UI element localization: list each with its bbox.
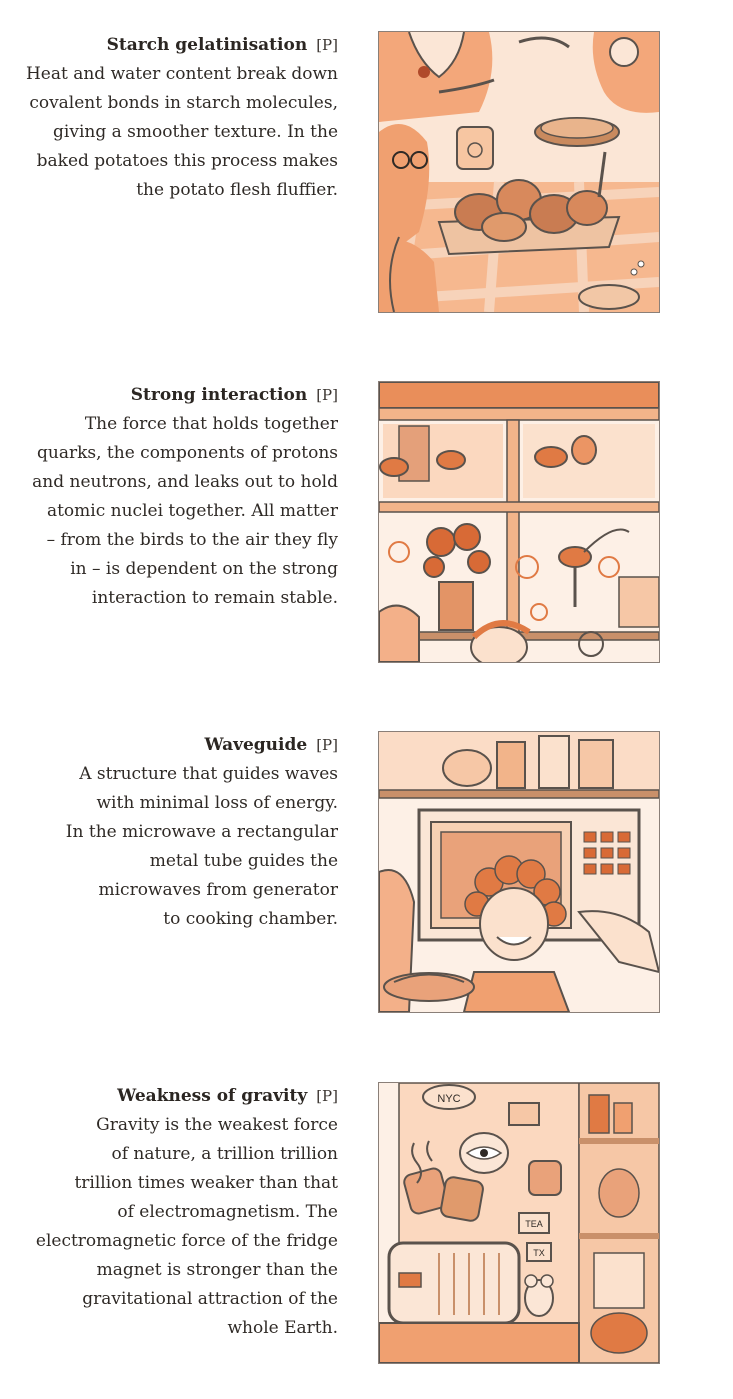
window-birds-drawing (379, 382, 659, 662)
entry-body-line: of nature, a trillion trillion (111, 1144, 338, 1164)
entry-body-line: – from the birds to the air they fly (46, 530, 338, 550)
entry-body (18, 1111, 338, 1343)
entry-heading (18, 733, 338, 757)
illustration-kitchen-table-potatoes (378, 31, 660, 313)
entry-text (18, 33, 338, 205)
entry-body-line: whole Earth. (227, 1318, 338, 1338)
glossary-entry-starch-gelatinisation (0, 33, 733, 333)
entry-body-line: quarks, the components of protons (37, 443, 338, 463)
entry-text (18, 733, 338, 934)
entry-body-line: trillion times weaker than that (74, 1173, 338, 1193)
magnet-nyc-label: NYC (437, 1093, 461, 1105)
entry-body-line: the potato flesh fluffier. (136, 180, 338, 200)
entry-body-line: Heat and water content break down (25, 64, 338, 84)
entry-body-line: magnet is stronger than the (96, 1260, 338, 1280)
entry-heading (18, 1084, 338, 1108)
entry-body-line: A structure that guides waves (79, 764, 338, 784)
entry-body-line: covalent bonds in starch molecules, (29, 93, 338, 113)
glossary-entry-waveguide (0, 733, 733, 1033)
entry-tag: [P] (316, 386, 338, 404)
entry-body-line: The force that holds together (84, 414, 338, 434)
entry-body-line: to cooking chamber. (163, 909, 338, 929)
entry-body-line: of electromagnetism. The (117, 1202, 338, 1222)
entry-body-line: in – is dependent on the strong (70, 559, 338, 579)
entry-body-line: giving a smoother texture. In the (53, 122, 338, 142)
entry-body-line: interaction to remain stable. (91, 588, 338, 608)
entry-tag: [P] (316, 36, 338, 54)
kitchen-table-potatoes-drawing (379, 32, 659, 312)
entry-heading (18, 383, 338, 407)
entry-body-line: baked potatoes this process makes (36, 151, 338, 171)
magnet-tea-label: TEA (525, 1219, 543, 1229)
entry-body-line: gravitational attraction of the (82, 1289, 338, 1309)
illustration-microwave-kitchen (378, 731, 660, 1013)
entry-title: Strong interaction (130, 385, 308, 405)
entry-title: Waveguide (204, 735, 308, 755)
entry-body (18, 760, 338, 934)
glossary-entry-strong-interaction (0, 383, 733, 683)
illustration-fridge-toaster (378, 1082, 660, 1364)
entry-text (18, 383, 338, 613)
entry-heading (18, 33, 338, 57)
entry-title: Starch gelatinisation (106, 35, 308, 55)
entry-body-line: and neutrons, and leaks out to hold (32, 472, 338, 492)
entry-title: Weakness of gravity (117, 1086, 308, 1106)
entry-body (18, 60, 338, 205)
microwave-kitchen-drawing (379, 732, 659, 1012)
entry-body-line: microwaves from generator (98, 880, 338, 900)
entry-body-line: electromagnetic force of the fridge (35, 1231, 338, 1251)
glossary-entry-weakness-of-gravity (0, 1084, 733, 1384)
entry-tag: [P] (316, 736, 338, 754)
illustration-window-birds (378, 381, 660, 663)
entry-body-line: atomic nuclei together. All matter (46, 501, 338, 521)
entry-body-line: with minimal loss of energy. (96, 793, 338, 813)
entry-tag: [P] (316, 1087, 338, 1105)
entry-body-line: In the microwave a rectangular (65, 822, 338, 842)
entry-body (18, 410, 338, 613)
entry-body-line: metal tube guides the (149, 851, 338, 871)
fridge-toaster-drawing (379, 1083, 659, 1363)
entry-text (18, 1084, 338, 1343)
magnet-tx-label: TX (533, 1248, 545, 1258)
entry-body-line: Gravity is the weakest force (96, 1115, 338, 1135)
